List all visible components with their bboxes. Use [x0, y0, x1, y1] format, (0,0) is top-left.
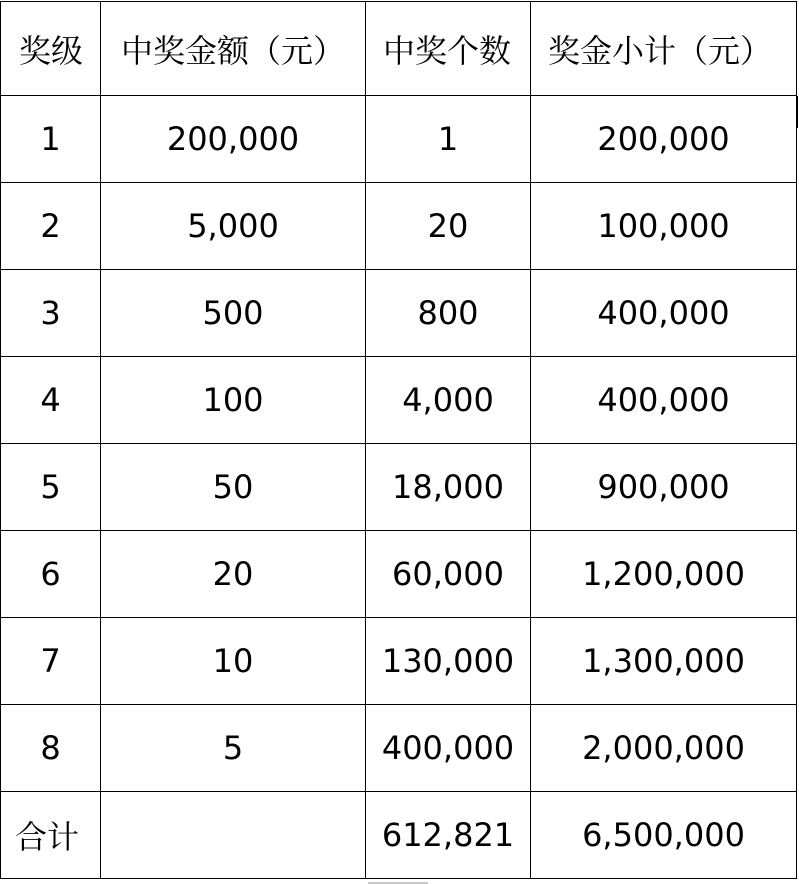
cell-level: 8 — [1, 705, 101, 792]
cell-subtotal: 400,000 — [531, 270, 797, 357]
cell-subtotal: 2,000,000 — [531, 705, 797, 792]
total-label: 合计 — [1, 792, 101, 879]
cell-level: 1 — [1, 96, 101, 183]
cell-subtotal: 100,000 — [531, 183, 797, 270]
cell-amount: 500 — [101, 270, 366, 357]
cell-subtotal: 900,000 — [531, 444, 797, 531]
cell-amount: 10 — [101, 618, 366, 705]
cell-amount: 100 — [101, 357, 366, 444]
table-row — [1, 705, 797, 792]
cell-count: 18,000 — [366, 444, 531, 531]
cell-count: 130,000 — [366, 618, 531, 705]
cell-level: 5 — [1, 444, 101, 531]
cell-amount: 200,000 — [101, 96, 366, 183]
table-total-row — [1, 792, 797, 879]
cell-subtotal: 400,000 — [531, 357, 797, 444]
cell-count: 60,000 — [366, 531, 531, 618]
cell-count: 800 — [366, 270, 531, 357]
total-count: 612,821 — [366, 792, 531, 879]
header-subtotal: 奖金小计（元） — [531, 2, 797, 96]
cell-subtotal: 1,200,000 — [531, 531, 797, 618]
cell-subtotal: 200,000 — [531, 96, 797, 183]
cell-amount: 5,000 — [101, 183, 366, 270]
table-row — [1, 357, 797, 444]
cell-count: 4,000 — [366, 357, 531, 444]
cell-level: 3 — [1, 270, 101, 357]
table-row — [1, 618, 797, 705]
text-cursor-mark — [796, 96, 798, 128]
cell-level: 4 — [1, 357, 101, 444]
total-amount — [101, 792, 366, 879]
cell-level: 7 — [1, 618, 101, 705]
table-row — [1, 96, 797, 183]
total-subtotal: 6,500,000 — [531, 792, 797, 879]
table-header-row — [1, 2, 797, 96]
header-amount: 中奖金额（元） — [101, 2, 366, 96]
table-row — [1, 444, 797, 531]
prize-table — [0, 1, 797, 879]
cell-level: 2 — [1, 183, 101, 270]
cell-amount: 5 — [101, 705, 366, 792]
cell-count: 20 — [366, 183, 531, 270]
table-row — [1, 270, 797, 357]
cell-count: 400,000 — [366, 705, 531, 792]
cell-subtotal: 1,300,000 — [531, 618, 797, 705]
cell-count: 1 — [366, 96, 531, 183]
header-count: 中奖个数 — [366, 2, 531, 96]
table-row — [1, 183, 797, 270]
cell-level: 6 — [1, 531, 101, 618]
table-row — [1, 531, 797, 618]
header-level: 奖级 — [1, 2, 101, 96]
cell-amount: 20 — [101, 531, 366, 618]
cell-amount: 50 — [101, 444, 366, 531]
